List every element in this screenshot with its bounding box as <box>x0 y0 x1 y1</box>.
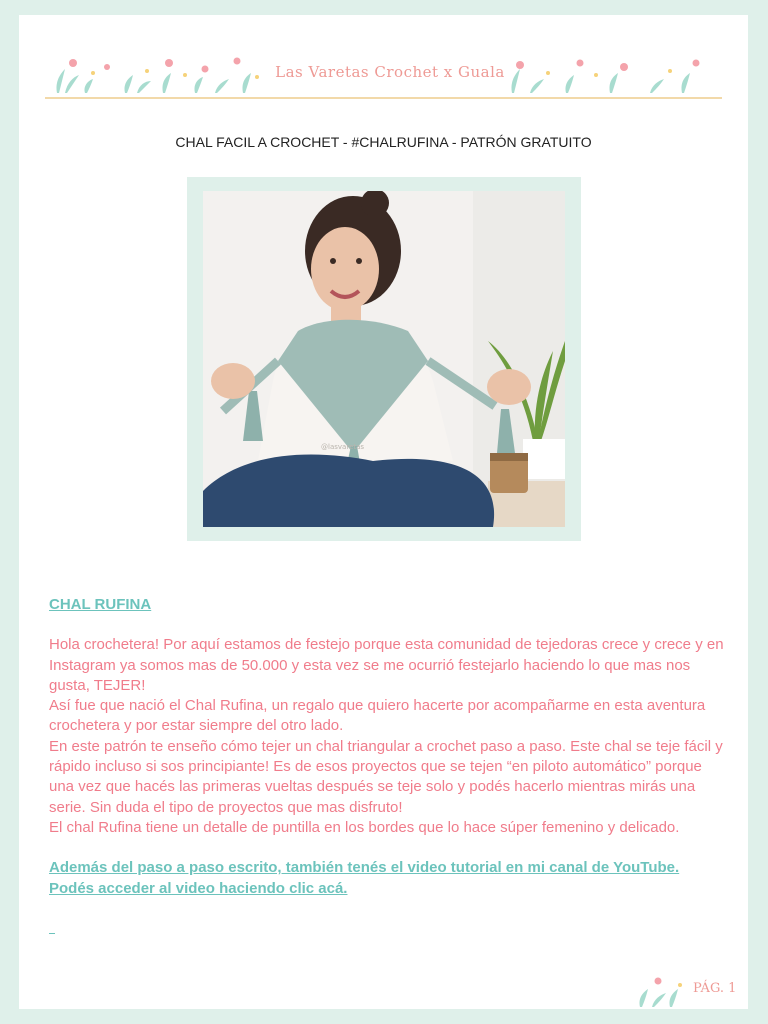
floral-decoration-left-icon <box>45 53 270 97</box>
youtube-links <box>49 858 729 899</box>
page-header <box>45 55 722 101</box>
page-title: CHAL FACIL A CROCHET - #CHALRUFINA - PATRÓN GRATUITO <box>175 134 592 150</box>
photo-frame <box>187 177 581 541</box>
shawl-photo <box>203 191 565 527</box>
footer-floral-icon <box>634 973 689 1009</box>
intro-text <box>49 635 729 838</box>
paragraph: En este patrón te enseño cómo tejer un chal triangular a crochet paso a paso. Este chal se teje fácil y rápido incluso si sos principiante! Es de esos proyectos que se tejen “en piloto automático” porque una vez que hacés las primeras vueltas después se teje solo y podés hacerlo mientras mirás una serie. Sin duda el tipo de proyectos que mas disfruto! <box>49 737 723 816</box>
woman-wearing-shawl-illustration <box>203 191 565 527</box>
header-divider <box>45 97 722 99</box>
paragraph: Hola crochetera! Por aquí estamos de festejo porque esta comunidad de tejedoras crece y crece y en Instagram ya somos mas de 50.000 y esta vez se me ocurrió festejarlo haciendo lo que mas nos gusta, TEJER! <box>49 636 724 694</box>
paragraph: El chal Rufina tiene un detalle de puntilla en los bordes que lo hace súper femenino y delicado. <box>49 818 680 836</box>
article-body <box>49 595 729 899</box>
youtube-channel-link[interactable]: Además del paso a paso escrito, también tenés el video tutorial en mi canal de YouTube. <box>49 859 680 877</box>
video-link[interactable]: Podés acceder al video haciendo clic acá. <box>49 879 348 897</box>
photo-watermark: @lasvaretas <box>321 443 365 451</box>
section-heading-link[interactable]: CHAL RUFINA <box>49 596 152 613</box>
brand-name: Las Varetas Crochet x Guala <box>275 63 505 81</box>
document-page <box>19 15 748 1009</box>
paragraph: Así fue que nació el Chal Rufina, un regalo que quiero hacerte por acompañarme en esta aventura crochetera y por estar siempre del otro lado. <box>49 697 706 735</box>
empty-link[interactable] <box>49 933 55 934</box>
floral-decoration-right-icon <box>500 53 715 97</box>
page-number: PÁG. 1 <box>693 981 737 996</box>
